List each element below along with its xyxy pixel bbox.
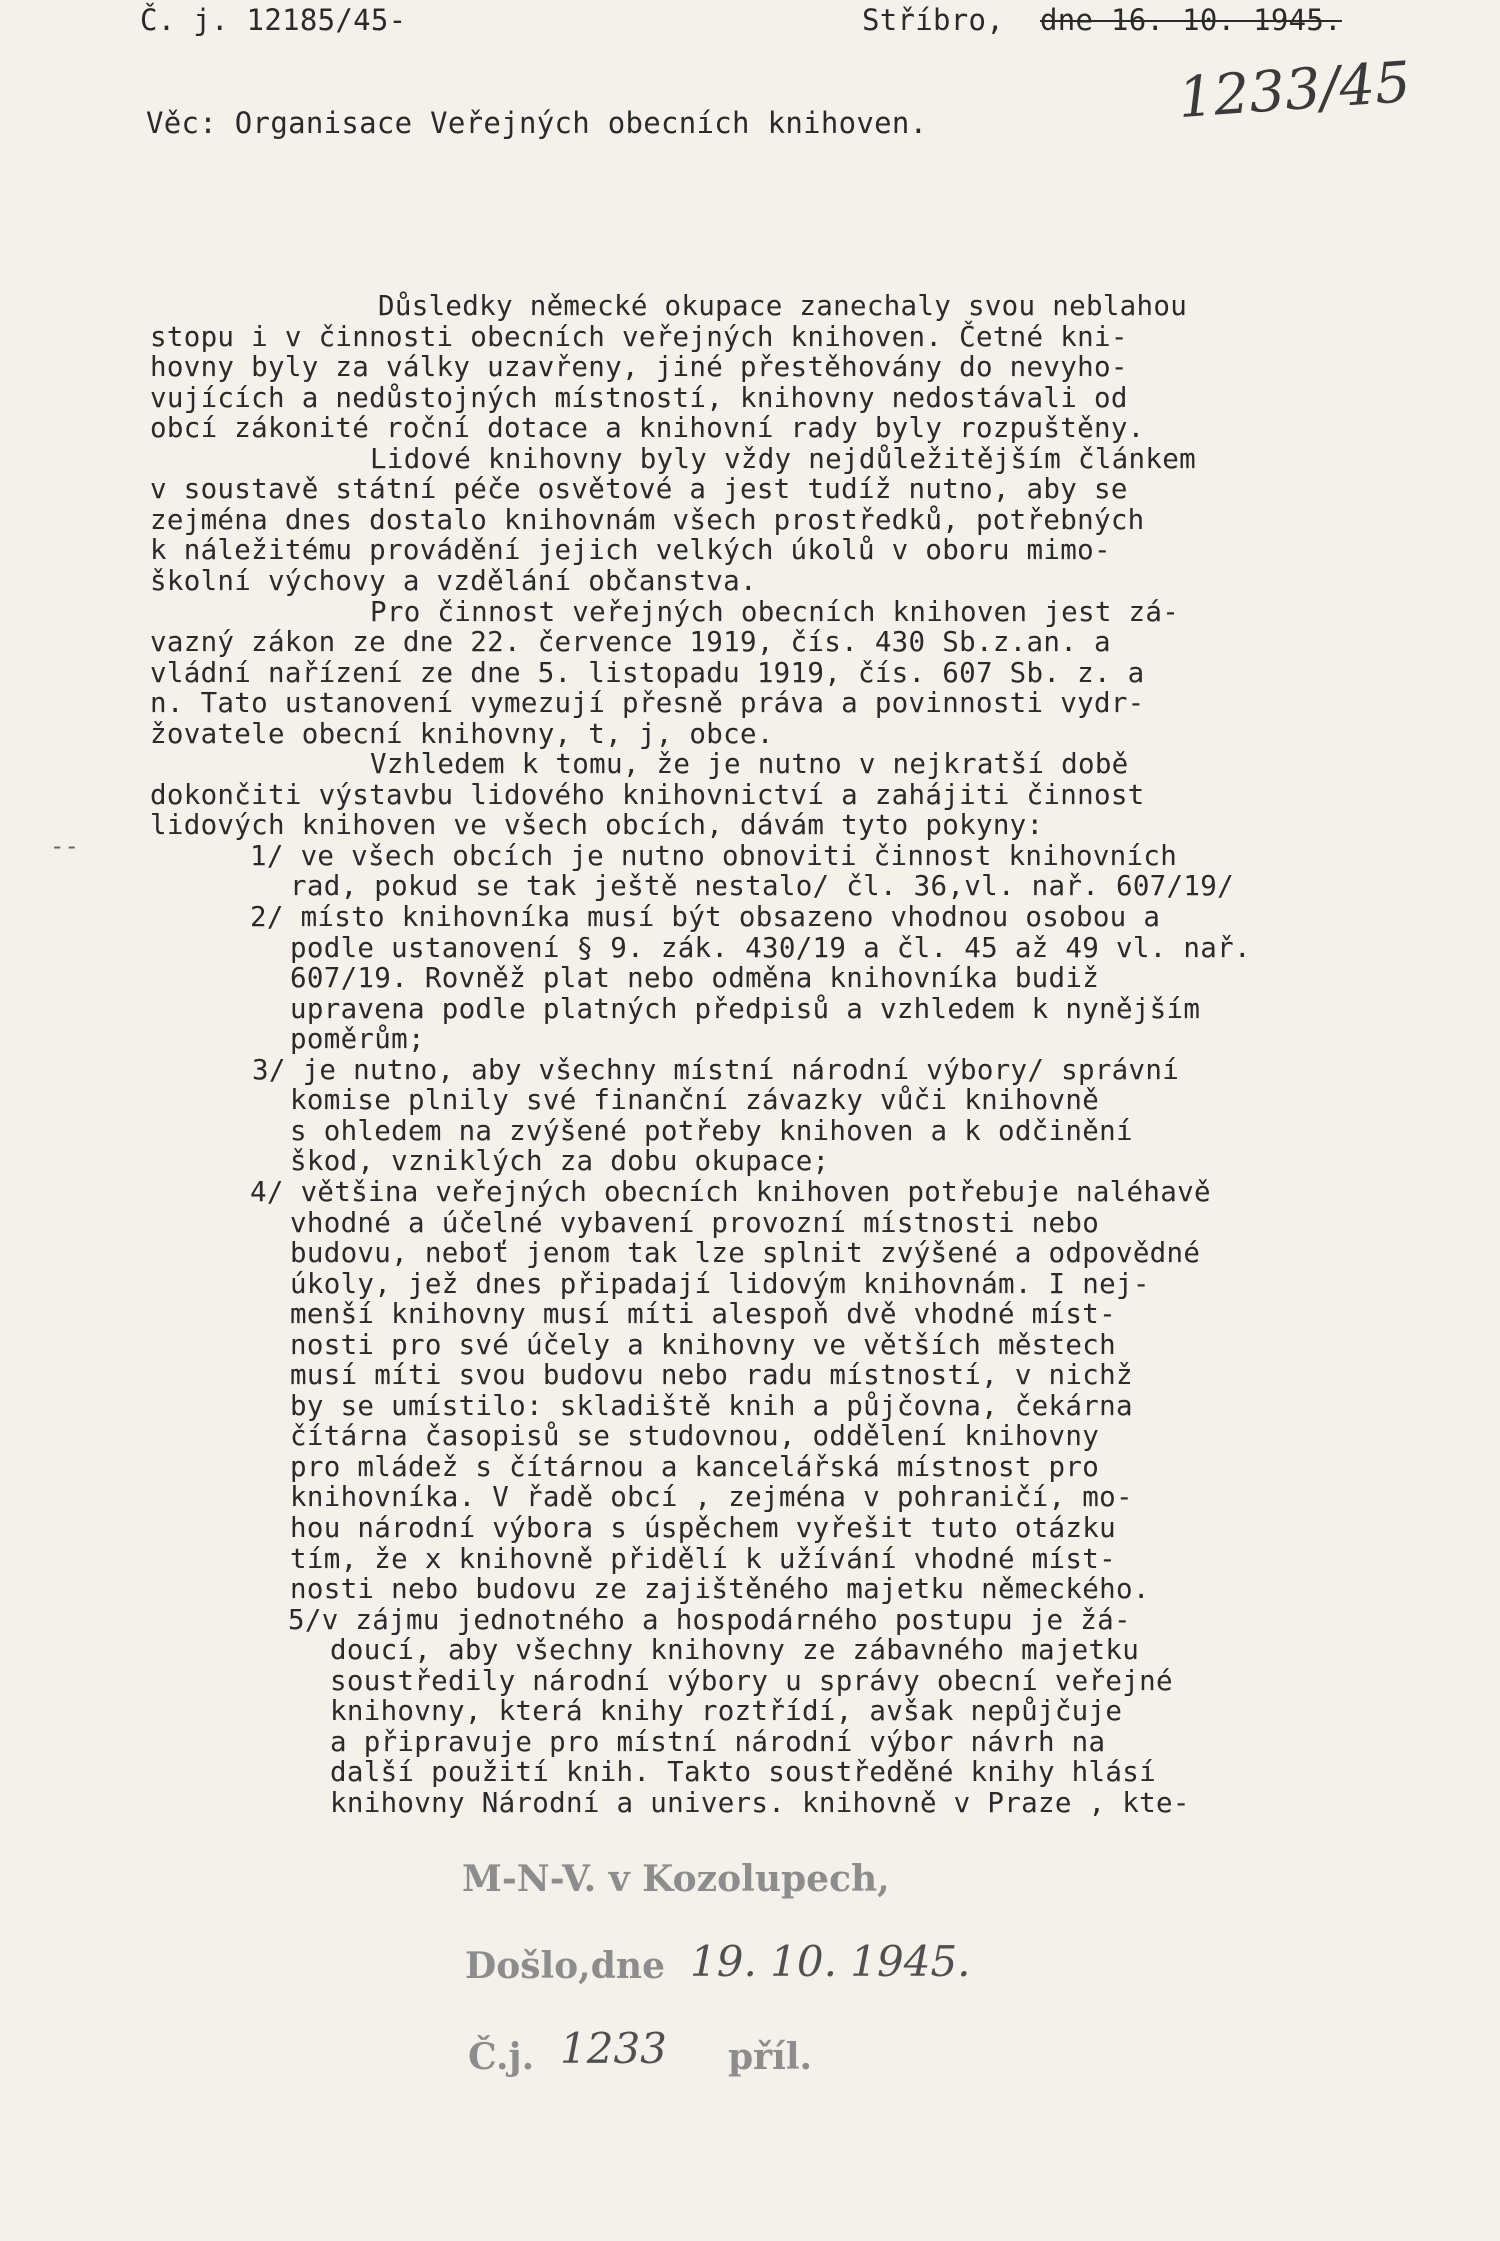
body-line: poměrům; [290,1023,425,1055]
body-line: Pro činnost veřejných obecních knihoven jest zá- [370,596,1180,628]
body-line: soustředily národní výbory u správy obecní veřejné [330,1665,1173,1697]
body-line: školní výchovy a vzdělání občanstva. [150,565,757,597]
body-line: vujících a nedůstojných místností, knihovny nedostávali od [150,382,1128,414]
body-line: žovatele obecní knihovny, t, j, obce. [150,718,774,750]
body-line: knihovníka. V řadě obcí , zejména v pohraničí, mo- [290,1481,1133,1513]
body-line: 607/19. Rovněž plat nebo odměna knihovníka budiž [290,962,1100,994]
body-line: upravena podle platných předpisů a vzhledem k nynějším [290,993,1201,1025]
body-line: zejména dnes dostalo knihovnám všech prostředků, potřebných [150,504,1145,536]
body-line: doucí, aby všechny knihovny ze zábavného majetku [330,1634,1140,1666]
body-line: nosti nebo budovu ze zajištěného majetku německého. [290,1573,1150,1605]
header-place: Stříbro, [862,3,1005,37]
body-line: knihovny Národní a univers. knihovně v Praze , kte- [330,1787,1190,1819]
body-line: k náležitému provádění jejich velkých úkolů v oboru mimo- [150,534,1111,566]
body-line: by se umístilo: skladiště knih a půjčovna, čekárna [290,1390,1133,1422]
body-line: úkoly, jež dnes připadají lidovým knihovnám. I nej- [290,1268,1150,1300]
body-line: musí míti svou budovu nebo radu místností, v nichž [290,1359,1133,1391]
body-line: 4/ většina veřejných obecních knihoven potřebuje naléhavě [250,1176,1211,1208]
body-line: čítárna časopisů se studovnou, oddělení knihovny [290,1420,1100,1452]
body-line: nosti pro své účely a knihovny ve větších městech [290,1329,1116,1361]
body-line: vazný zákon ze dne 22. července 1919, čís. 430 Sb.z.an. a [150,626,1111,658]
body-line: hovny byly za války uzavřeny, jiné přestěhovány do nevyho- [150,351,1128,383]
reference-number: Č. j. 12185/45- [140,3,407,37]
body-line: stopu i v činnosti obecních veřejných knihoven. Četné kni- [150,321,1128,353]
body-line: obcí zákonité roční dotace a knihovní rady byly rozpuštěny. [150,412,1145,444]
body-line: 2/ místo knihovníka musí být obsazeno vhodnou osobou a [250,901,1161,933]
body-line: lidových knihoven ve všech obcích, dávám tyto pokyny: [150,809,1044,841]
body-line: Důsledky německé okupace zanechaly svou neblahou [378,290,1188,322]
stamp-office: M-N-V. v Kozolupech, [462,1858,890,1900]
body-line: 5/v zájmu jednotného a hospodárného postupu je žá- [288,1604,1131,1636]
body-line: s ohledem na zvýšené potřeby knihoven a k odčinění [290,1115,1133,1147]
body-line: 3/ je nutno, aby všechny místní národní výbory/ správní [252,1054,1180,1086]
body-line: škod, vzniklých za dobu okupace; [290,1145,830,1177]
stamp-attachment-label: příl. [728,2036,813,2078]
body-line: rad, pokud se tak ještě nestalo/ čl. 36,vl. nař. 607/19/ [290,870,1234,902]
stamp-ref-label: Č.j. [468,2036,535,2078]
body-line: v soustavě státní péče osvětové a jest tudíž nutno, aby se [150,473,1128,505]
body-line: hou národní výbora s úspěchem vyřešit tuto otázku [290,1512,1116,1544]
header-date: dne 16. 10. 1945. [1040,3,1342,37]
body-line: vládní nařízení ze dne 5. listopadu 1919, čís. 607 Sb. z. a [150,657,1145,689]
body-line: Lidové knihovny byly vždy nejdůležitějším článkem [370,443,1196,475]
body-line: a připravuje pro místní národní výbor návrh na [330,1726,1106,1758]
body-line: Vzhledem k tomu, že je nutno v nejkratší době [370,748,1129,780]
margin-mark: -- [50,832,79,860]
subject-line: Věc: Organisace Veřejných obecních knihoven. [146,106,928,140]
body-line: menší knihovny musí míti alespoň dvě vhodné míst- [290,1298,1116,1330]
body-line: podle ustanovení § 9. zák. 430/19 a čl. 45 až 49 vl. nař. [290,932,1251,964]
body-line: 1/ ve všech obcích je nutno obnoviti činnost knihovních [250,840,1178,872]
body-line: další použití knih. Takto soustředěné knihy hlásí [330,1756,1156,1788]
stamp-received-label: Došlo,dne [465,1945,665,1987]
body-line: n. Tato ustanovení vymezují přesně práva a povinnosti vydr- [150,687,1145,719]
body-line: tím, že x knihovně přidělí k užívání vhodné míst- [290,1543,1116,1575]
body-line: komise plnily své finanční závazky vůči knihovně [290,1084,1100,1116]
body-line: knihovny, která knihy roztřídí, avšak nepůjčuje [330,1695,1123,1727]
stamp-received-date: 19. 10. 1945. [690,1937,971,1986]
body-line: vhodné a účelné vybavení provozní místnosti nebo [290,1207,1100,1239]
handwritten-file-number: 1233/45 [1176,49,1413,132]
body-line: pro mládež s čítárnou a kancelářská místnost pro [290,1451,1100,1483]
body-line: dokončiti výstavbu lidového knihovnictví a zahájiti činnost [150,779,1145,811]
stamp-ref-number: 1233 [560,2024,667,2073]
body-line: budovu, neboť jenom tak lze splnit zvýšené a odpovědné [290,1237,1201,1269]
